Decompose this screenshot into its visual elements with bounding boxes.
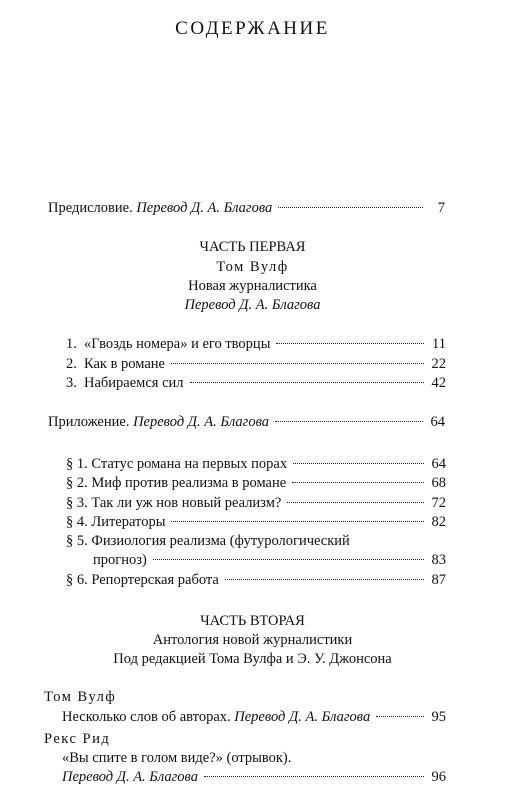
dot-leader	[275, 421, 423, 422]
entry-label: Статус романа на первых порах	[91, 456, 288, 472]
entry-author: Том Вулф	[44, 689, 117, 705]
page-number: 11	[432, 336, 446, 352]
section-number: § 6.	[66, 572, 88, 588]
dot-leader	[225, 579, 424, 580]
dot-leader	[376, 716, 424, 717]
toc-entry-section[interactable]	[66, 455, 446, 473]
entry-label: Физиология реализма (футурологический	[91, 533, 350, 549]
chapter-number: 3.	[66, 375, 77, 391]
toc-entry-anthology[interactable]	[62, 768, 446, 786]
section-number: § 3.	[66, 495, 88, 511]
dot-leader	[190, 382, 424, 383]
toc-entry-preface[interactable]	[48, 199, 445, 217]
section-number: § 4.	[66, 514, 88, 530]
toc-entry-section-line1[interactable]	[66, 532, 350, 550]
toc-entry-chapter[interactable]	[66, 355, 446, 373]
entry-translator: Перевод Д. А. Благова	[234, 709, 371, 725]
part1-title: Новая журналистика	[188, 278, 317, 294]
entry-label: Предисловие.	[48, 200, 133, 216]
page-number: 68	[431, 475, 446, 491]
section-number: § 1.	[66, 456, 88, 472]
toc-entry-appendix[interactable]	[48, 413, 445, 431]
entry-translator: Перевод Д. А. Благова	[62, 769, 198, 785]
page-number: 64	[430, 414, 445, 430]
toc-entry-anthology[interactable]	[62, 708, 446, 726]
dot-leader	[293, 463, 424, 464]
entry-translator: Перевод Д. А. Благова	[133, 414, 270, 430]
section-number: § 2.	[66, 475, 88, 491]
page-number: 64	[431, 456, 446, 472]
dot-leader	[287, 502, 424, 503]
dot-leader	[171, 363, 424, 364]
dot-leader	[171, 521, 424, 522]
part2-heading: ЧАСТЬ ВТОРАЯ	[200, 613, 305, 629]
chapter-number: 1.	[66, 336, 77, 352]
page-number: 83	[431, 552, 446, 568]
page-number: 22	[431, 356, 446, 372]
dot-leader	[153, 559, 424, 560]
toc-entry-section[interactable]	[66, 551, 446, 569]
toc-entry-chapter[interactable]	[66, 335, 446, 353]
entry-label: Так ли уж нов новый реализм?	[91, 495, 282, 511]
page-title: СОДЕРЖАНИЕ	[175, 18, 330, 39]
page-number: 95	[431, 709, 446, 725]
part2-title: Антология новой журналистики	[152, 632, 353, 648]
entry-author: Рекс Рид	[44, 731, 111, 747]
toc-entry-chapter[interactable]	[66, 374, 446, 392]
entry-label: Несколько слов об авторах.	[62, 709, 231, 725]
page-number: 72	[431, 495, 446, 511]
page-number: 42	[431, 375, 446, 391]
part1-heading: ЧАСТЬ ПЕРВАЯ	[199, 239, 306, 255]
section-number: § 5.	[66, 533, 88, 549]
entry-label: «Вы спите в голом виде?» (отрывок).	[62, 750, 292, 766]
part1-translator: Перевод Д. А. Благова	[184, 297, 321, 313]
entry-label: Репортерская работа	[91, 572, 219, 588]
entry-label: Миф против реализма в романе	[91, 475, 287, 491]
page-number: 87	[431, 572, 446, 588]
page-number: 96	[431, 769, 446, 785]
toc-entry-section[interactable]	[66, 494, 446, 512]
page-number: 82	[431, 514, 446, 530]
toc-entry-section[interactable]	[66, 571, 446, 589]
part2-editors: Под редакцией Тома Вулфа и Э. У. Джонсона	[113, 651, 392, 667]
entry-label: Литераторы	[91, 514, 166, 530]
toc-entry-section[interactable]	[66, 513, 446, 531]
toc-entry-section[interactable]	[66, 474, 446, 492]
chapter-number: 2.	[66, 356, 77, 372]
entry-translator: Перевод Д. А. Благова	[136, 200, 273, 216]
page-number: 7	[437, 200, 445, 216]
entry-label: Как в романе	[84, 356, 165, 372]
part1-author: Том Вулф	[216, 259, 289, 275]
dot-leader	[292, 482, 424, 483]
dot-leader	[276, 343, 424, 344]
entry-label: Приложение.	[48, 414, 130, 430]
entry-label: «Гвоздь номера» и его творцы	[84, 336, 271, 352]
entry-label-continued: прогноз)	[93, 552, 147, 568]
dot-leader	[204, 776, 424, 777]
dot-leader	[278, 207, 423, 208]
entry-label: Набираемся сил	[84, 375, 184, 391]
